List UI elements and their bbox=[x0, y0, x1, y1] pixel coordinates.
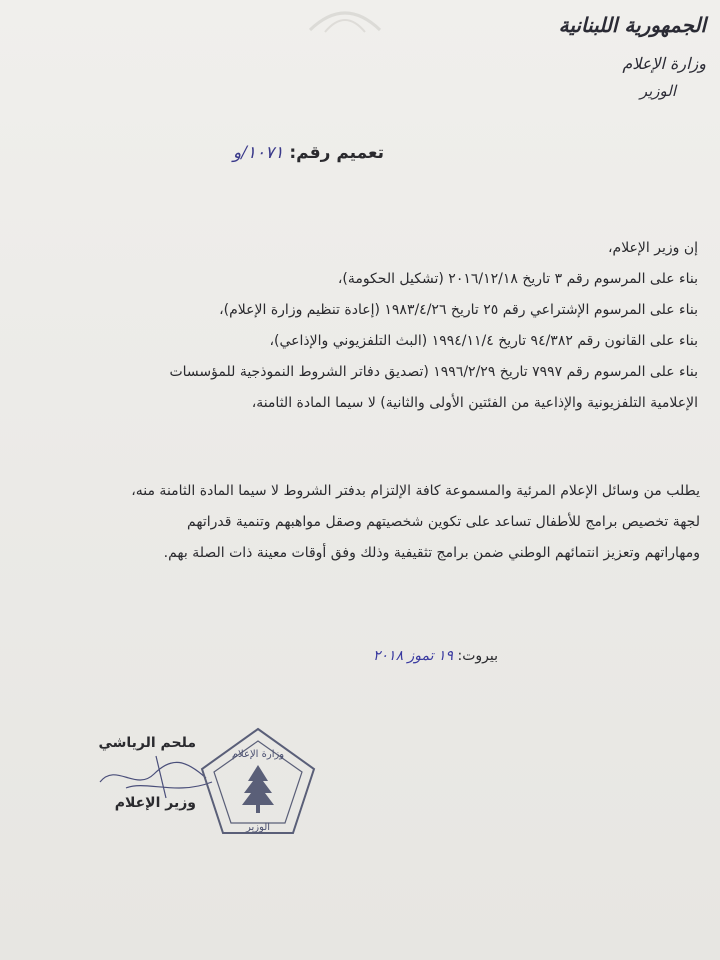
preamble-line: إن وزير الإعلام، bbox=[608, 240, 698, 256]
signatory-name: ملحم الرياشي bbox=[98, 735, 196, 751]
circular-label: تعميم رقم: bbox=[289, 143, 384, 163]
preamble bbox=[18, 233, 698, 419]
cedar-icon bbox=[242, 765, 274, 813]
ministry-stamp bbox=[198, 725, 318, 837]
date-value: ١٩ تموز ٢٠١٨ bbox=[373, 648, 454, 664]
body-line: يطلب من وسائل الإعلام المرئية والمسموعة كافة الإلتزام بدفتر الشروط لا سيما المادة الثامنة منه، bbox=[131, 483, 700, 499]
letterhead bbox=[559, 12, 706, 101]
stamp-bottom-text: الوزير bbox=[245, 822, 271, 833]
letterhead-republic: الجمهورية اللبنانية bbox=[558, 13, 706, 37]
letterhead-minister: الوزير bbox=[639, 81, 676, 100]
body-line: ومهاراتهم وتعزيز انتمائهم الوطني ضمن برامج تثقيفية وذلك وفق أوقات معينة ذات الصلة بهم. bbox=[163, 545, 700, 561]
preamble-line: بناء على القانون رقم ٩٤/٣٨٢ تاريخ ١٩٩٤/١١/٤ (البث التلفزيوني والإذاعي)، bbox=[269, 333, 698, 349]
preamble-line: بناء على المرسوم الإشتراعي رقم ٢٥ تاريخ ١٩٨٣/٤/٢٦ (إعادة تنظيم وزارة الإعلام)، bbox=[219, 302, 698, 318]
stamp-top-text: وزارة الإعلام bbox=[231, 749, 285, 760]
preamble-line: بناء على المرسوم رقم ٣ تاريخ ٢٠١٦/١٢/١٨ (تشكيل الحكومة)، bbox=[337, 271, 698, 287]
signatory-title: وزير الإعلام bbox=[114, 795, 196, 811]
letterhead-ministry: وزارة الإعلام bbox=[622, 54, 706, 73]
place-date bbox=[335, 648, 498, 664]
circular-body bbox=[28, 476, 700, 569]
preamble-line: الإعلامية التلفزيونية والإذاعية من الفئتين الأولى والثانية) لا سيما المادة الثامنة، bbox=[251, 395, 698, 411]
circular-number-value: ١٠٧١/و bbox=[232, 143, 284, 163]
place-label: بيروت: bbox=[457, 648, 498, 664]
embossed-emblem bbox=[300, 0, 390, 38]
preamble-line: بناء على المرسوم رقم ٧٩٩٧ تاريخ ١٩٩٦/٢/٢٩ (تصديق دفاتر الشروط النموذجية للمؤسسات bbox=[169, 364, 698, 380]
circular-number bbox=[233, 143, 384, 163]
body-line: لجهة تخصيص برامج للأطفال تساعد على تكوين شخصيتهم وصقل مواهبهم وتنمية قدراتهم bbox=[187, 514, 700, 530]
